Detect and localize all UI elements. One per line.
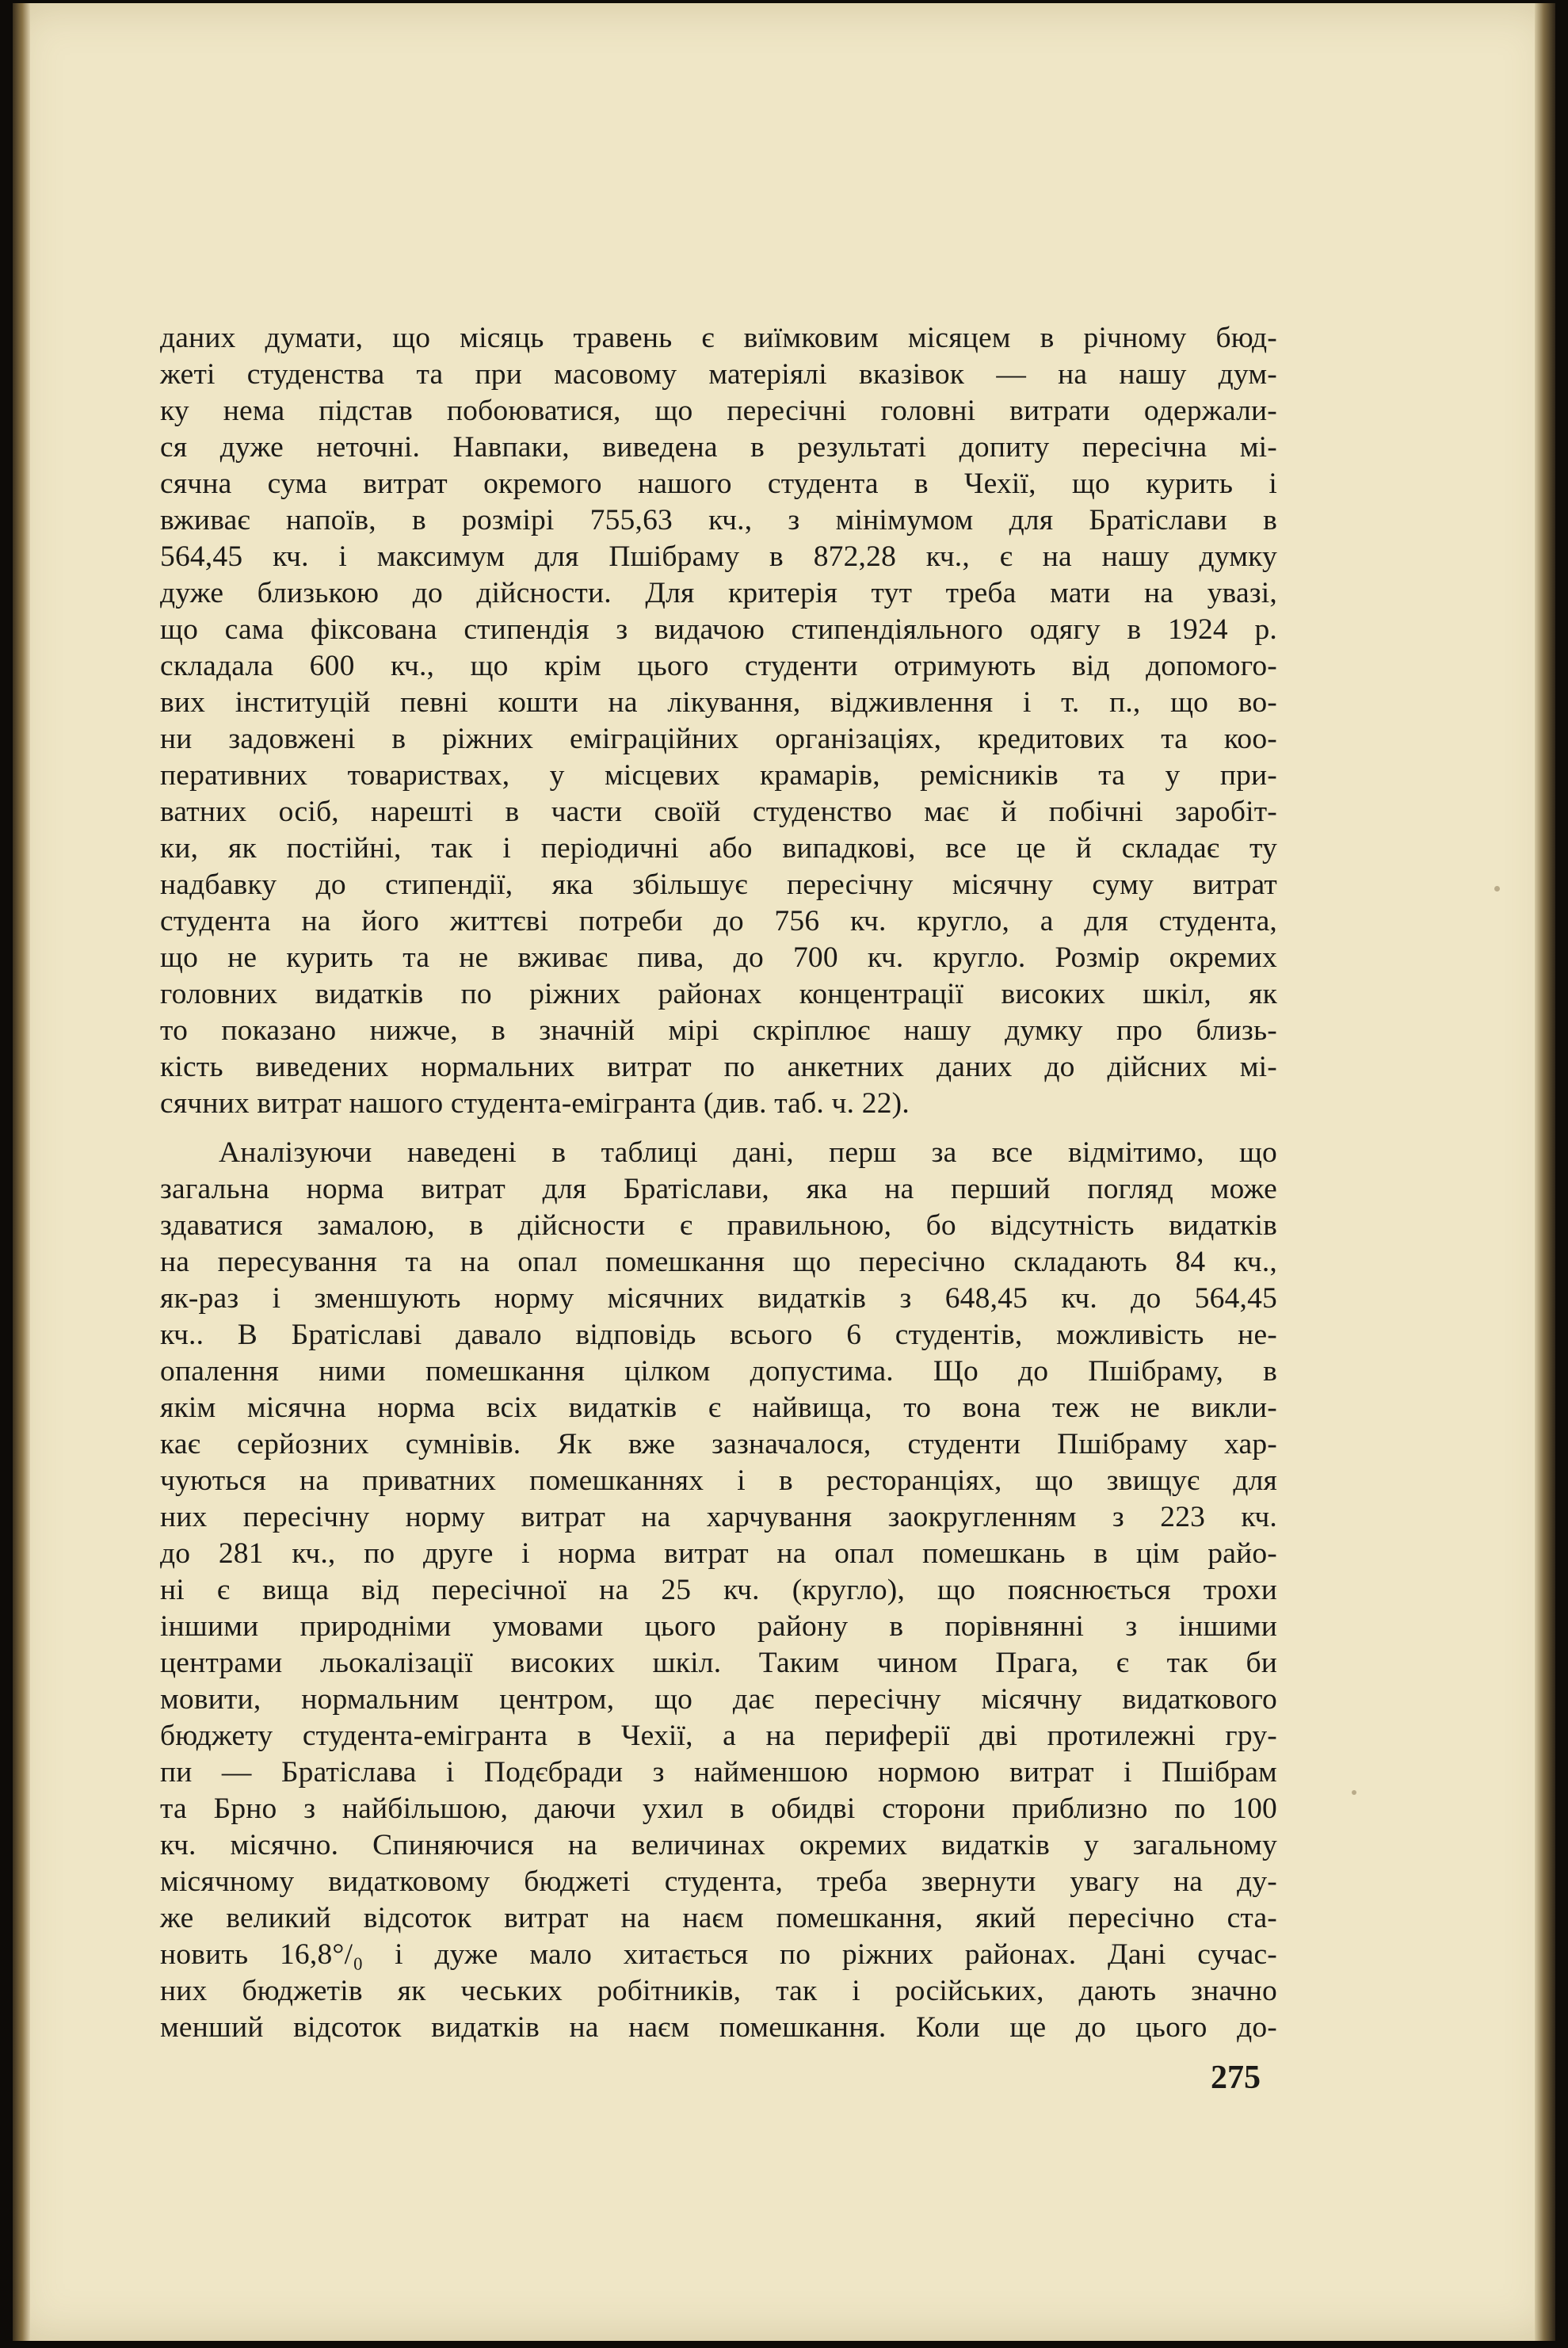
text-line: кч.. В Братіславі давало відповідь всього 6 студентів, можливість не-: [160, 1319, 1277, 1351]
text-line: бюджету студента-емігранта в Чехії, а на периферії дві протилежні гру-: [160, 1720, 1277, 1752]
book-binding-left: [13, 3, 30, 2341]
text-line: ся дуже неточні. Навпаки, виведена в результаті допиту пересічна мі-: [160, 431, 1277, 464]
text-line: та Брно з найбільшою, даючи ухил в обидві сторони приблизно по 100: [160, 1792, 1277, 1825]
text-line: мовити, нормальним центром, що дає пересічну місячну видаткового: [160, 1683, 1277, 1716]
text-line: опалення ними помешкання цілком допустима. Що до Пшібраму, в: [160, 1355, 1277, 1388]
text-line: жеті студенства та при масовому матеріялі вказівок — на нашу дум-: [160, 358, 1277, 391]
text-line: новить 16,8°/₀ і дуже мало хитається по ріжних районах. Дані сучас-: [160, 1938, 1277, 1971]
text-line: чуються на приватних помешканнях і в ресторанціях, що звищує для: [160, 1464, 1277, 1497]
text-line: на пересування та на опал помешкання що пересічно складають 84 кч.,: [160, 1246, 1277, 1278]
scanned-page: [13, 3, 1555, 2341]
text-line: якім місячна норма всіх видатків є найвища, то вона теж не викли-: [160, 1392, 1277, 1424]
text-line: 564,45 кч. і максимум для Пшібраму в 872,28 кч., є на нашу думку: [160, 540, 1277, 573]
text-line: як-раз і зменшують норму місячних видатків з 648,45 кч. до 564,45: [160, 1282, 1277, 1315]
text-line: даних думати, що місяць травень є виїмковим місяцем в річному бюд-: [160, 322, 1277, 354]
text-line: Аналізуючи наведені в таблиці дані, перш за все відмітимо, що: [219, 1136, 1277, 1169]
text-line: кч. місячно. Спиняючися на величинах окремих видатків у загальному: [160, 1829, 1277, 1861]
paper-speck: [1494, 886, 1500, 891]
text-line: кає серйозних сумнівів. Як вже зазначалося, студенти Пшібраму хар-: [160, 1428, 1277, 1460]
text-line: складала 600 кч., що крім цього студенти отримують від допомого-: [160, 650, 1277, 682]
text-line: них пересічну норму витрат на харчування заокругленням з 223 кч.: [160, 1501, 1277, 1533]
page-number: 275: [1211, 2060, 1261, 2096]
text-line: менший відсоток видатків на наєм помешкання. Коли ще до цього до-: [160, 2011, 1277, 2044]
text-line: місячному видатковому бюджеті студента, треба звернути увагу на ду-: [160, 1865, 1277, 1898]
text-line: що не курить та не вживає пива, до 700 кч. кругло. Розмір окремих: [160, 941, 1277, 974]
text-line: іншими природніми умовами цього району в порівнянні з іншими: [160, 1610, 1277, 1643]
text-line: них бюджетів як чеських робітників, так і російських, дають значно: [160, 1975, 1277, 2007]
text-line: то показано нижче, в значній мірі скріплює нашу думку про близь-: [160, 1014, 1277, 1047]
text-line: студента на його життєві потреби до 756 кч. кругло, а для студента,: [160, 905, 1277, 937]
text-line: сячних витрат нашого студента-емігранта (див. таб. ч. 22).: [160, 1087, 910, 1120]
paragraph-2: [160, 1135, 1277, 2046]
text-line: здаватися замалою, в дійсности є правильною, бо відсутність видатків: [160, 1209, 1277, 1242]
text-line: кість виведених нормальних витрат по анкетних даних до дійсних мі-: [160, 1051, 1277, 1083]
text-line: вживає напоїв, в розмірі 755,63 кч., з мінімумом для Братіслави в: [160, 504, 1277, 536]
text-line: загальна норма витрат для Братіслави, яка на перший погляд може: [160, 1173, 1277, 1205]
text-line: дуже близькою до дійсности. Для критерія тут треба мати на увазі,: [160, 577, 1277, 609]
paper-speck: [1352, 1790, 1356, 1795]
paragraph-1: [160, 320, 1277, 1122]
body-text: [160, 320, 1277, 2046]
book-binding-right: [1535, 3, 1555, 2341]
paragraph-gap: [160, 1122, 1277, 1135]
text-line: надбавку до стипендії, яка збільшує пересічну місячну суму витрат: [160, 869, 1277, 901]
text-line: ни задовжені в ріжних еміграційних організаціях, кредитових та коо-: [160, 723, 1277, 755]
text-line: центрами льокалізації високих шкіл. Таким чином Прага, є так би: [160, 1647, 1277, 1679]
text-line: перативних товариствах, у місцевих крамарів, ремісників та у при-: [160, 759, 1277, 792]
text-line: що сама фіксована стипендія з видачою стипендіяльного одягу в 1924 р.: [160, 613, 1277, 646]
text-line: ки, як постійні, так і періодичні або випадкові, все це й складає ту: [160, 832, 1277, 865]
text-line: пи — Братіслава і Подєбради з найменшою нормою витрат і Пшібрам: [160, 1756, 1277, 1789]
text-line: вих інституцій певні кошти на лікування, відживлення і т. п., що во-: [160, 686, 1277, 719]
text-line: же великий відсоток витрат на наєм помешкання, який пересічно ста-: [160, 1902, 1277, 1934]
text-line: до 281 кч., по друге і норма витрат на опал помешкань в цім райо-: [160, 1537, 1277, 1570]
text-line: головних видатків по ріжних районах концентрації високих шкіл, як: [160, 978, 1277, 1010]
text-line: ватних осіб, нарешті в части своїй студенство має й побічні заробіт-: [160, 796, 1277, 828]
text-line: ні є вища від пересічної на 25 кч. (кругло), що пояснюється трохи: [160, 1574, 1277, 1606]
text-line: сячна сума витрат окремого нашого студента в Чехії, що курить і: [160, 468, 1277, 500]
text-line: ку нема підстав побоюватися, що пересічні головні витрати одержали-: [160, 395, 1277, 427]
